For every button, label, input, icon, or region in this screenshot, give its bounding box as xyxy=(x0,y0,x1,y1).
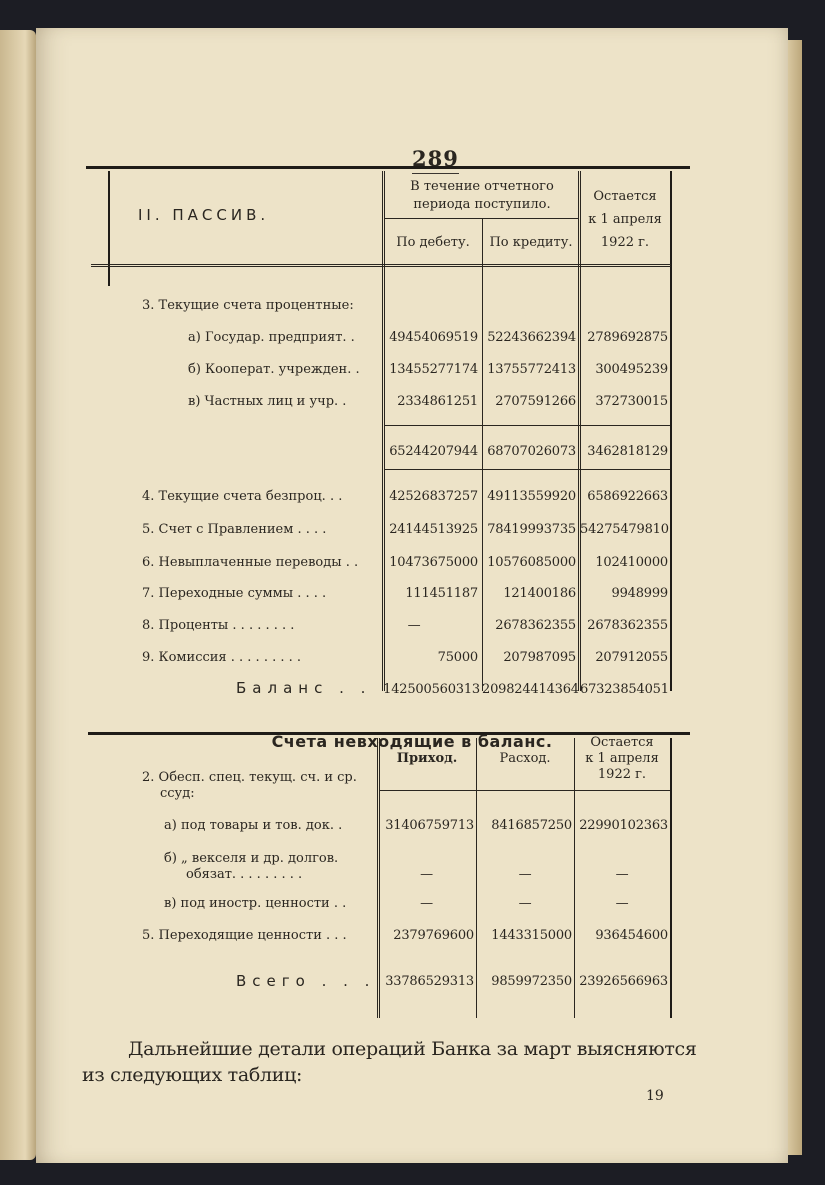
row-label: 9. Комиссия . . . . . . . . . xyxy=(142,650,302,665)
expense-value: 8416857250 xyxy=(491,818,572,833)
income-value: 33786529313 xyxy=(385,974,474,989)
page-stack-edge xyxy=(788,40,802,1155)
table-top-rule xyxy=(86,166,690,169)
row-label: б) Кооперат. учрежден. . xyxy=(188,362,360,377)
column-rule-remain xyxy=(578,171,581,691)
remain-value: 3462818129 xyxy=(587,444,668,459)
remain-value: 300495239 xyxy=(595,362,668,377)
row-label: 4. Текущие счета безпроц. . . xyxy=(142,489,343,504)
expense-value: — xyxy=(518,896,532,911)
section-title: II. ПАССИВ. xyxy=(138,206,270,224)
balance-label: Баланс . . xyxy=(236,679,372,697)
adjacent-page-edge xyxy=(0,30,36,1160)
subtotal-bottom-rule xyxy=(384,469,670,470)
remain-header-line1: Остается xyxy=(590,735,654,750)
debit-value: 142500560313 xyxy=(383,682,480,697)
header-divider xyxy=(384,218,578,219)
remain-value: 2789692875 xyxy=(587,330,668,345)
row-label-cont: обязат. . . . . . . . . xyxy=(186,867,303,882)
income-value: 31406759713 xyxy=(385,818,474,833)
row-label: в) под иностр. ценности . . xyxy=(164,896,347,911)
row-label: а) Государ. предприят. . xyxy=(188,330,355,345)
row-label: в) Частных лиц и учр. . xyxy=(188,394,347,409)
debit-value: 42526837257 xyxy=(389,489,478,504)
credit-header: По кредиту. xyxy=(489,235,573,250)
remain-value: 2678362355 xyxy=(587,618,668,633)
remain-value: — xyxy=(615,896,629,911)
header-bottom-rule xyxy=(91,264,671,267)
remain-value: 102410000 xyxy=(595,555,668,570)
remain-value: 67323854051 xyxy=(580,682,669,697)
expense-header: Расход. xyxy=(499,751,551,766)
remain-value: 6586922663 xyxy=(587,489,668,504)
income-value: 2379769600 xyxy=(393,928,474,943)
book-page xyxy=(36,28,788,1163)
remain-header-line1: Остается xyxy=(593,189,657,204)
table-right-rule xyxy=(670,171,672,691)
group-title: 2. Обесп. спец. текущ. сч. и ср. xyxy=(142,770,357,785)
expense-value: 9859972350 xyxy=(491,974,572,989)
group-title: 3. Текущие счета процентные: xyxy=(142,298,354,313)
credit-value: 68707026073 xyxy=(487,444,576,459)
page-number: 289 xyxy=(412,146,459,174)
table-left-rule xyxy=(108,171,110,286)
offbalance-title: Счета невходящие в баланс. xyxy=(271,732,553,751)
column-rule-expense xyxy=(476,738,477,1018)
remain-value: 54275479810 xyxy=(580,522,669,537)
debit-value: 10473675000 xyxy=(389,555,478,570)
row-label: 5. Счет с Правлением . . . . xyxy=(142,522,327,537)
income-header: Приход. xyxy=(396,751,458,766)
debit-value: — xyxy=(407,618,421,633)
remain-value: 936454600 xyxy=(595,928,668,943)
closing-paragraph: Дальнейшие детали операций Банка за март выясняются из следующих таблиц: xyxy=(82,1038,697,1087)
column-rule-debit xyxy=(382,171,385,691)
debit-value: 2334861251 xyxy=(397,394,478,409)
credit-value: 13755772413 xyxy=(487,362,576,377)
credit-value: 207987095 xyxy=(503,650,576,665)
row-label: 5. Переходящие ценности . . . xyxy=(142,928,347,943)
remain-header-line3: 1922 г. xyxy=(600,235,650,250)
credit-value: 209824414364 xyxy=(482,682,579,697)
row-label: 8. Проценты . . . . . . . . xyxy=(142,618,295,633)
credit-value: 78419993735 xyxy=(487,522,576,537)
income-value: — xyxy=(420,867,433,882)
row-label: 7. Переходные суммы . . . . xyxy=(142,586,327,601)
expense-value: — xyxy=(518,867,532,882)
group-title-cont: ссуд: xyxy=(160,786,195,801)
total-label: Всего . . . xyxy=(236,972,376,990)
row-label: б) „ векселя и др. долгов. xyxy=(164,851,339,866)
column-rule-credit xyxy=(482,218,483,691)
remain-header-line3: 1922 г. xyxy=(597,767,647,782)
debit-value: 111451187 xyxy=(405,586,478,601)
remain-value: 9948999 xyxy=(611,586,668,601)
credit-value: 52243662394 xyxy=(487,330,576,345)
debit-value: 49454069519 xyxy=(389,330,478,345)
credit-value: 49113559920 xyxy=(487,489,576,504)
debit-value: 65244207944 xyxy=(389,444,478,459)
credit-value: 121400186 xyxy=(503,586,576,601)
remain-header-line2: к 1 апреля xyxy=(588,212,662,227)
column-rule-remain xyxy=(574,738,575,1018)
remain-value: 372730015 xyxy=(595,394,668,409)
signature-mark: 19 xyxy=(646,1088,664,1104)
period-group-header: В течение отчетного периода поступило. xyxy=(410,179,554,212)
debit-header: По дебету. xyxy=(396,235,470,250)
remain-value: 22990102363 xyxy=(579,818,668,833)
subtotal-top-rule xyxy=(384,425,670,426)
debit-value: 24144513925 xyxy=(389,522,478,537)
credit-value: 2678362355 xyxy=(495,618,576,633)
remain-header-line2: к 1 апреля xyxy=(585,751,659,766)
expense-value: 1443315000 xyxy=(491,928,572,943)
debit-value: 13455277174 xyxy=(389,362,478,377)
remain-value: 23926566963 xyxy=(579,974,668,989)
debit-value: 75000 xyxy=(437,650,478,665)
row-label: а) под товары и тов. док. . xyxy=(164,818,343,833)
offbalance-header-rule xyxy=(379,790,670,791)
remain-value: 207912055 xyxy=(595,650,668,665)
row-label: 6. Невыплаченные переводы . . xyxy=(142,555,359,570)
credit-value: 2707591266 xyxy=(495,394,576,409)
income-value: — xyxy=(420,896,433,911)
remain-value: — xyxy=(615,867,629,882)
credit-value: 10576085000 xyxy=(487,555,576,570)
offbalance-right-rule xyxy=(670,738,672,1018)
